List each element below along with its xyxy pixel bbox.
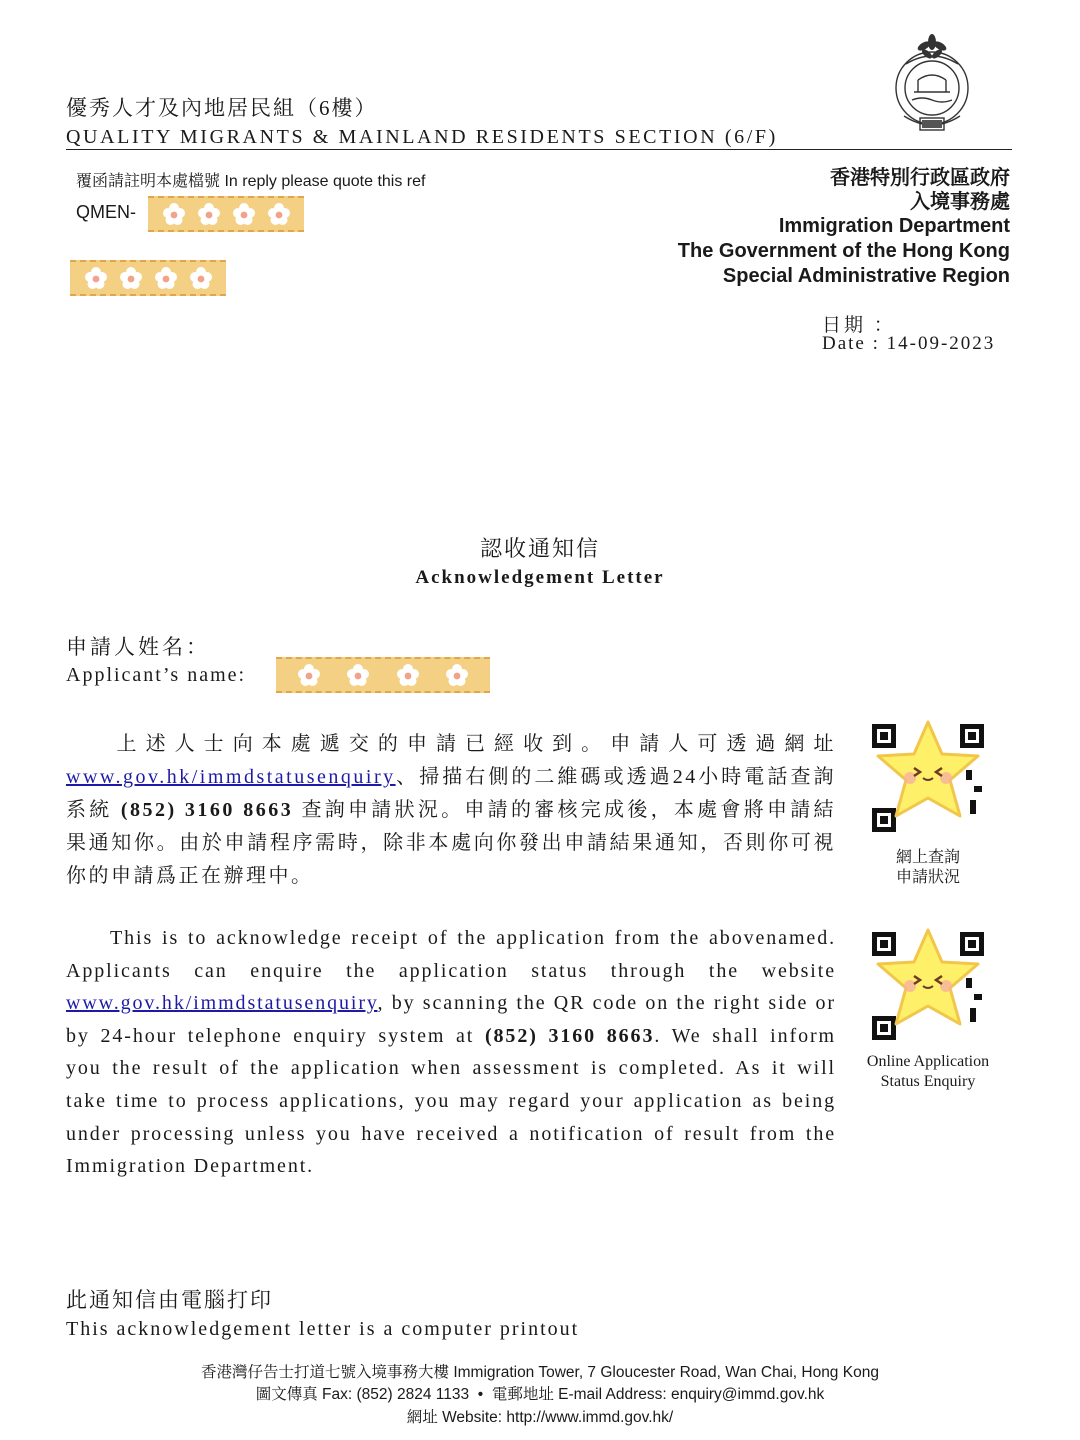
qr-code-icon[interactable] — [870, 928, 986, 1044]
computer-printout-note-cn: 此通知信由電腦打印 — [66, 1288, 273, 1312]
section-name-cn: 優秀人才及內地居民組（6樓） — [66, 96, 378, 120]
flower-icon — [297, 663, 321, 687]
flower-icon — [162, 202, 186, 226]
letter-title-en: Acknowledgement Letter — [415, 567, 665, 588]
flower-icon — [267, 202, 291, 226]
enquiry-phone-en: (852) 3160 8663 — [484, 1024, 655, 1047]
email-address[interactable]: 電郵地址 E-mail Address: enquiry@immd.gov.hk — [491, 1386, 825, 1403]
qr-code-icon[interactable] — [870, 720, 986, 836]
flower-icon — [232, 202, 256, 226]
date-value: 14-09-2023 — [886, 333, 996, 354]
applicant-name-label-en: Applicant’s name: — [66, 664, 247, 686]
website-address[interactable]: 網址 Website: http://www.immd.gov.hk/ — [406, 1409, 674, 1426]
flower-icon — [154, 266, 178, 290]
qr-caption-en: Online Application Status Enquiry — [866, 1053, 990, 1090]
department-name-cn-line2: 入境事務處 — [910, 191, 1010, 213]
flower-icon — [197, 202, 221, 226]
section-name-en: QUALITY MIGRANTS & MAINLAND RESIDENTS SECTION (6/F) — [66, 126, 778, 148]
flower-icon — [119, 266, 143, 290]
flower-icon — [84, 266, 108, 290]
department-name-cn-line1: 香港特別行政區政府 — [830, 167, 1010, 189]
applicant-name-label-cn: 申請人姓名： — [66, 635, 210, 659]
reference-label: 覆函請註明本處檔號 In reply please quote this ref — [76, 173, 426, 190]
department-name-en-line3: Special Administrative Region — [722, 265, 1010, 287]
header-divider — [66, 149, 1012, 150]
contact-line — [0, 1382, 1080, 1404]
status-enquiry-link-cn[interactable]: www.gov.hk/immdstatusenquiry — [66, 766, 396, 788]
flower-icon — [445, 663, 469, 687]
body-paragraph-cn: 上述人士向本處遞交的申請已經收到。申請人可透過網址www.gov.hk/immdstatusenquiry、掃描右側的二維碼或透過24小時電話查詢系統 (852) 3160 8663 查詢申請狀況。申請的審核完成後，本處會將申請結果通知你。由於申請程序需時，除非本處向你發出申請結果通知，否則你可視你的申請爲正在辦理中。 — [66, 733, 837, 887]
date-line-en — [822, 333, 995, 355]
letter-title-cn: 認收通知信 — [479, 536, 600, 561]
department-name-en-line2: The Government of the Hong Kong — [677, 240, 1010, 262]
flower-icon — [189, 266, 213, 290]
computer-printout-note-en: This acknowledgement letter is a computer printout — [66, 1318, 580, 1340]
flower-icon — [346, 663, 370, 687]
redaction-sticker — [70, 260, 226, 296]
enquiry-phone-cn: (852) 3160 8663 — [120, 799, 294, 821]
flower-icon — [396, 663, 420, 687]
applicant-name-redaction-sticker — [276, 657, 490, 693]
reference-number-prefix: QMEN- — [76, 202, 136, 222]
body-paragraph-en: This is to acknowledge receipt of the application from the abovenamed. Applicants can enquire the application status through the website www.gov.hk/immdstatusenquiry, by scanning the QR code on the right side or by 24-hour telephone enquiry system at (852) 3160 8663. We shall inform you the result of the application when assessment is completed. As it will take time to process applications, you may regard your application as being under processing unless you have received a notification of result from the Immigration Department. — [66, 927, 836, 1178]
department-name-en-line1: Immigration Department — [778, 215, 1010, 237]
hksar-emblem-icon — [884, 30, 980, 138]
date-label-en: Date : — [822, 333, 887, 354]
separator-bullet: • — [477, 1386, 484, 1403]
status-enquiry-link-en[interactable]: www.gov.hk/immdstatusenquiry — [66, 992, 378, 1015]
office-address: 香港灣仔告士打道七號入境事務大樓 Immigration Tower, 7 Gloucester Road, Wan Chai, Hong Kong — [201, 1364, 879, 1381]
fax-number: 圖文傳真 Fax: (852) 2824 1133 — [255, 1386, 470, 1403]
redaction-sticker — [148, 196, 304, 232]
date-label-cn: 日期 ： — [822, 315, 896, 336]
qr-caption-cn: 網上查詢 申請狀況 — [895, 849, 960, 886]
